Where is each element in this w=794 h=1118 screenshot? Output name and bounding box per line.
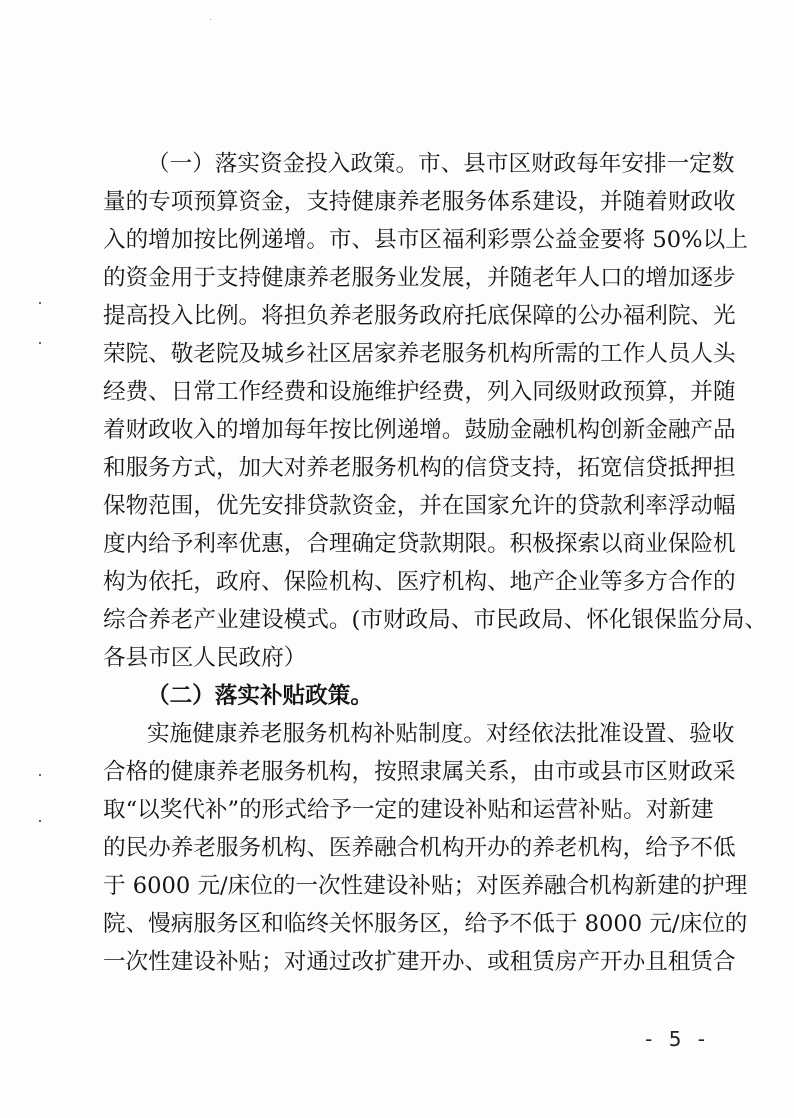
- paragraph-line: 构为依托，政府、保险机构、医疗机构、地产企业等多方合作的: [103, 569, 736, 595]
- paragraph-line: 度内给予利率优惠，合理确定贷款期限。积极探索以商业保险机: [103, 531, 736, 557]
- binding-hole-mark: [39, 820, 41, 822]
- paragraph-line: 经费、日常工作经费和设施维护经费，列入同级财政预算，并随: [103, 379, 736, 405]
- paragraph-line: 荣院、敬老院及城乡社区居家养老服务机构所需的工作人员人头: [103, 341, 736, 367]
- scan-speck: [210, 19, 211, 20]
- binding-hole-mark: [39, 774, 41, 776]
- paragraph-line: 和服务方式，加大对养老服务机构的信贷支持，拓宽信贷抵押担: [103, 455, 736, 481]
- paragraph-line: 各县市区人民政府）: [103, 645, 307, 671]
- binding-hole-mark: [39, 342, 41, 344]
- paragraph-line: 保物范围，优先安排贷款资金，并在国家允许的贷款利率浮动幅: [103, 493, 736, 519]
- paragraph-line: 量的专项预算资金，支持健康养老服务体系建设，并随着财政收: [103, 189, 736, 215]
- paragraph-line: 综合养老产业建设模式。(市财政局、市民政局、怀化银保监分局、: [103, 607, 768, 633]
- paragraph-line: 合格的健康养老服务机构，按照隶属关系，由市或县市区财政采: [103, 759, 736, 785]
- paragraph-line: 提高投入比例。将担负养老服务政府托底保障的公办福利院、光: [103, 303, 736, 329]
- paragraph-line: 入的增加按比例递增。市、县市区福利彩票公益金要将 50%以上: [103, 227, 748, 253]
- binding-hole-mark: [39, 302, 41, 304]
- paragraph-line: （一）落实资金投入政策。市、县市区财政每年安排一定数: [147, 151, 735, 177]
- paragraph-line: 实施健康养老服务机构补贴制度。对经依法批准设置、验收: [147, 721, 735, 747]
- section-heading: （二）落实补贴政策。: [147, 683, 373, 709]
- paragraph-line: 取“以奖代补”的形式给予一定的建设补贴和运营补贴。对新建: [103, 797, 714, 823]
- page-number: - 5 -: [645, 1027, 710, 1051]
- paragraph-line: 院、慢病服务区和临终关怀服务区，给予不低于 8000 元/床位的: [103, 911, 748, 937]
- paragraph-line: 着财政收入的增加每年按比例递增。鼓励金融机构创新金融产品: [103, 417, 736, 443]
- paragraph-line: 一次性建设补贴；对通过改扩建开办、或租赁房产开办且租赁合: [103, 949, 736, 975]
- paragraph-line: 的民办养老服务机构、医养融合机构开办的养老机构，给予不低: [103, 835, 736, 861]
- paragraph-line: 的资金用于支持健康养老服务业发展，并随老年人口的增加逐步: [103, 265, 736, 291]
- paragraph-line: 于 6000 元/床位的一次性建设补贴；对医养融合机构新建的护理: [103, 873, 748, 899]
